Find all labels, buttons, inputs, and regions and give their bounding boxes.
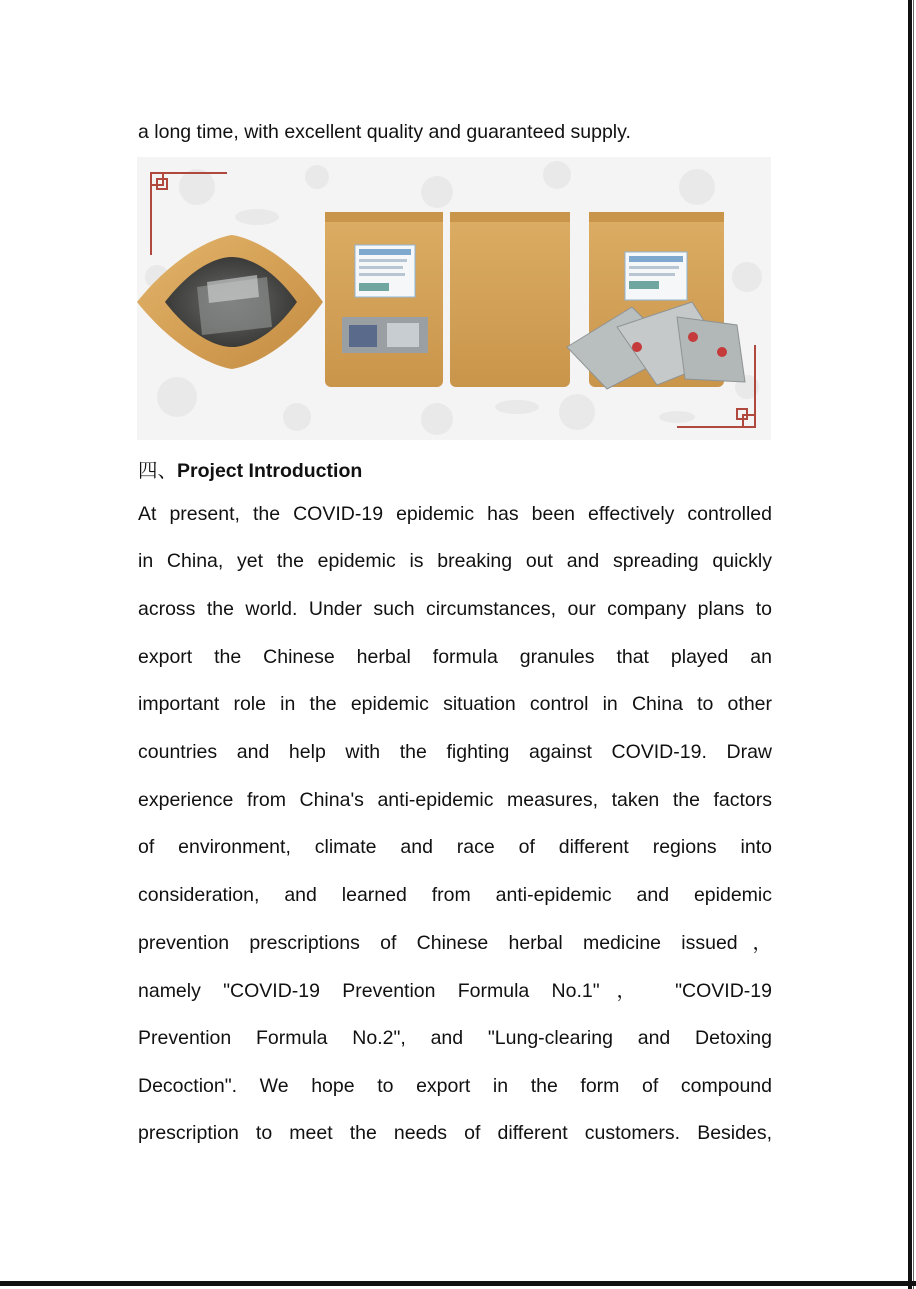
- paragraph-line: prevention prescriptions of Chinese herbal medicine issued，: [138, 932, 772, 954]
- section-title: Project Introduction: [177, 460, 363, 482]
- paragraph-line: At present, the COVID-19 epidemic has been effectively controlled: [138, 503, 772, 525]
- paragraph-line: across the world. Under such circumstances, our company plans to: [138, 598, 772, 620]
- paragraph-line: prescription to meet the needs of different customers. Besides,: [138, 1122, 772, 1144]
- paragraph-line: experience from China's anti-epidemic measures, taken the factors: [138, 789, 772, 811]
- paragraph-line: Prevention Formula No.2", and "Lung-clearing and Detoxing: [138, 1027, 772, 1049]
- pouch-with-window: [325, 212, 443, 387]
- paragraph-line: of environment, climate and race of different regions into: [138, 836, 772, 858]
- plain-pouch: [450, 212, 570, 387]
- page-edge-bottom: [0, 1281, 916, 1286]
- paragraph-line: export the Chinese herbal formula granules that played an: [138, 646, 772, 668]
- paragraph-line: countries and help with the fighting against COVID-19. Draw: [138, 741, 772, 763]
- paragraph-line: consideration, and learned from anti-epidemic and epidemic: [138, 884, 772, 906]
- page-edge-right: [908, 0, 912, 1289]
- paragraph-line: namely "COVID-19 Prevention Formula No.1"， "COVID-19: [138, 980, 772, 1002]
- paragraph-line: Decoction". We hope to export in the form of compound: [138, 1075, 772, 1097]
- product-photo: [137, 157, 771, 440]
- section-number: 四、: [138, 460, 178, 482]
- paragraph-line: important role in the epidemic situation control in China to other: [138, 693, 772, 715]
- pouch-with-sachets: [567, 212, 745, 389]
- intro-line: a long time, with excellent quality and guaranteed supply.: [138, 121, 631, 143]
- section-heading: [138, 455, 362, 483]
- paragraph-line: in China, yet the epidemic is breaking out and spreading quickly: [138, 550, 772, 572]
- page-edge-right-thin: [913, 0, 914, 1289]
